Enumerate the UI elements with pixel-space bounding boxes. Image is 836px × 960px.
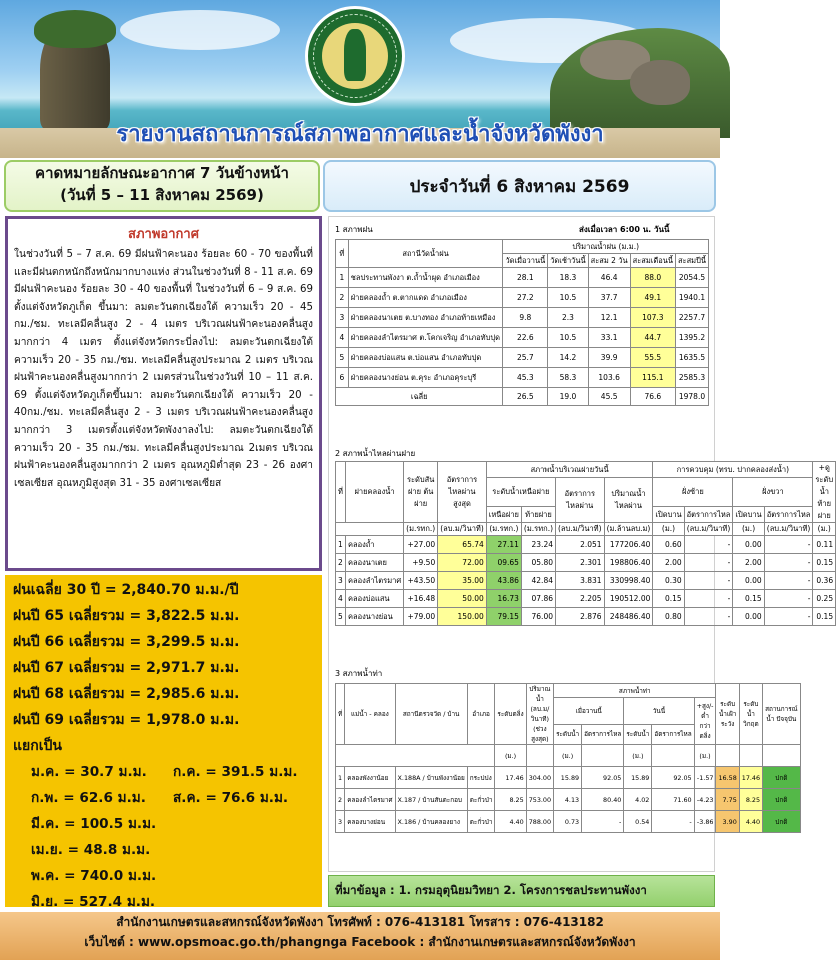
table-cell: - [764, 554, 813, 572]
th-unit: (ลบ.ม/วินาที) [438, 523, 487, 536]
th-remark: +ดูระดับน้ำท้ายฝาย [813, 462, 836, 523]
rain-month: พ.ค. = 740.0 ม.ม. [31, 868, 157, 884]
rain-year-66: ฝนปี 66 เฉลี่ยรวม = 3,299.5 ม.ม. [13, 634, 240, 650]
table-cell: 72.00 [438, 554, 487, 572]
forecast-dates: (วันที่ 5 – 11 สิงหาคม 2569) [60, 186, 264, 204]
table-cell: 788.00 [526, 811, 553, 833]
forecast-period-box [4, 160, 320, 212]
th-year: สะสมปีนี้ [675, 254, 708, 268]
table-cell: -1.57 [694, 767, 716, 789]
th-capacity: ปริมาณน้ำ (ลบ.ม/วินาที) (ช่วงสูงสุด) [526, 684, 553, 745]
table-cell: 0.15 [733, 590, 764, 608]
table-row [336, 811, 801, 833]
table-cell: 07.86 [521, 590, 555, 608]
th-unit: (ม.รทก.) [404, 523, 438, 536]
rain-month-row [13, 811, 314, 837]
th-state: สภาพน้ำท่า [554, 684, 716, 698]
table-cell: 45.3 [503, 368, 548, 388]
table-cell: +43.50 [404, 572, 438, 590]
table-cell: 58.3 [548, 368, 588, 388]
table-cell: ปกติ [763, 789, 801, 811]
th-unit-blank [652, 745, 694, 767]
th-unit: (ลบ.ม/วินาที) [764, 523, 813, 536]
th-diff: +สูง/-ต่ำกว่าตลิ่ง [694, 698, 716, 745]
th-unit: (ม.รทก.) [486, 523, 521, 536]
table-cell: 14.2 [548, 348, 588, 368]
th-bank-level: ระดับตลิ่ง [495, 684, 526, 745]
table-cell: 1940.1 [675, 288, 708, 308]
table-cell: คลองนาเตย [345, 554, 403, 572]
table-cell: 46.4 [588, 268, 630, 288]
table-cell: 0.30 [653, 572, 684, 590]
th-flow-right: อัตราการไหล [764, 507, 813, 523]
weather-description: ในช่วงวันที่ 5 – 7 ส.ค. 69 มีฝนฟ้าคะนอง ร้อยละ 60 - 70 ของพื้นที่ และมีฝนตกหนักถึงหนักมากบางแห่ง ส่วนในช่วงวันที่ 8 - 11 ส.ค. 69 มีฝนฟ้าคะนอง ร้อยละ 30 - 40 ของพื้นที่ ในช่วงวันที่ 6 – 9 ส.ค. 69 ตั้งแต่จังหวัดภูเก็ต ขึ้นมา: ลมตะวันตกเฉียงใต้ ความเร็ว 20 - 45 กม./ชม. ทะเลมีคลื่นสูง 2 - 4 เมตร บริเวณฝนฟ้าคะนองคลื่นสูงมากกว่า 4 เมตร ตั้งแต่จังหวัดกระบี่ลงไป: ลมตะวันตกเฉียงใต้ ความเร็ว 20 - 35 กม./ชม. ทะเลมีคลื่นสูงประมาณ 2 เมตร บริเวณฝนฟ้าคะนองคลื่นสูงมากกว่า 2 เมตรส่วนในช่วงวันที่ 10 – 11 ส.ค. 69 ตั้งแต่จังหวัดภูเก็ตขึ้นมา: ลมตะวันตกเฉียงใต้ ความเร็ว 20 - 40กม./ชม. ทะเลมีคลื่นสูง 2 - 3 เมตร บริเวณฝนฟ้าคะนองคลื่นสูงมากกว่า 3 เมตรตั้งแต่จังหวัดพังงาลงไป: ลมตะวันตกเฉียงใต้ ความเร็ว 20 - 35 กม./ชม. ทะเลมีคลื่นสูงประมาณ 2เมตร บริเวณฝนฟ้าคะนองคลื่นสูงมากกว่า 2 เมตร อุณหภูมิต่ำสุด 23 - 26 องศาเซลเซียส อุณหภูมิสูงสุด 31 - 35 องศาเซลเซียส [14, 249, 313, 489]
table-cell: - [684, 572, 733, 590]
table-cell: 7.75 [716, 789, 739, 811]
table-cell: 304.00 [526, 767, 553, 789]
table-cell: 50.00 [438, 590, 487, 608]
table-cell: 753.00 [526, 789, 553, 811]
table-cell: คลองลำไตรมาศ [345, 572, 403, 590]
th-rain-amount: ปริมาณน้ำฝน (ม.ม.) [503, 240, 709, 254]
th-unit: (ม.) [495, 745, 526, 767]
table-cell: 4 [336, 590, 346, 608]
table-cell: - [684, 554, 733, 572]
table-cell: 1635.5 [675, 348, 708, 368]
table-cell: 43.86 [486, 572, 521, 590]
table-row [336, 348, 709, 368]
avg-cell: 45.5 [588, 388, 630, 406]
footer [0, 912, 720, 960]
table-cell: 1 [336, 536, 346, 554]
table-cell: 92.05 [582, 767, 624, 789]
th-unit: (ม.) [813, 523, 836, 536]
table-row [336, 268, 709, 288]
th-unit-blank [763, 745, 801, 767]
th-level: ระดับน้ำ [554, 724, 582, 745]
th-district: อำเภอ [467, 684, 495, 745]
table-cell: ฝ่ายคลองบ่อแสน ต.บ่อแสน อำเภอทับปุด [348, 348, 503, 368]
table-cell: 2.205 [556, 590, 605, 608]
avg-cell: 26.5 [503, 388, 548, 406]
table-cell: 05.80 [521, 554, 555, 572]
rain-month: ส.ค. = 76.6 ม.ม. [173, 790, 289, 806]
table-row [336, 308, 709, 328]
table-cell: 2.301 [556, 554, 605, 572]
table-cell: 9.8 [503, 308, 548, 328]
table-cell: 3 [336, 308, 349, 328]
table-cell: X.186 / บ้านคลองยาง [395, 811, 467, 833]
th-today: วันนี้ [624, 698, 694, 725]
table-cell: 18.3 [548, 268, 588, 288]
table-cell: 27.2 [503, 288, 548, 308]
table-cell: 2585.3 [675, 368, 708, 388]
table-cell: 0.00 [733, 536, 764, 554]
rainfall-table [335, 239, 709, 406]
table1-label: 1 สภาพฝน [335, 225, 373, 234]
table-cell: 71.60 [652, 789, 694, 811]
weather-panel [5, 216, 322, 571]
rain-year-65: ฝนปี 65 เฉลี่ยรวม = 3,822.5 ม.ม. [13, 608, 240, 624]
th-weir: ฝายคลองน้ำ [345, 462, 403, 523]
table-row [336, 328, 709, 348]
table-cell: +16.48 [404, 590, 438, 608]
rain-year-67: ฝนปี 67 เฉลี่ยรวม = 2,971.7 ม.ม. [13, 660, 240, 676]
th-unit: (ม.) [694, 745, 716, 767]
table-row [336, 572, 836, 590]
table-cell: 2.3 [548, 308, 588, 328]
th-right: ฝั่งขวา [733, 478, 813, 507]
table-cell: - [764, 536, 813, 554]
table-cell: 3 [336, 811, 345, 833]
table-cell: คลองบางย่อน [345, 811, 395, 833]
table-cell: 198806.40 [604, 554, 653, 572]
report-date: ประจำวันที่ 6 สิงหาคม 2569 [409, 176, 630, 197]
rain-month-row [13, 863, 314, 889]
table-cell: กระบ่ปง [467, 767, 495, 789]
table-row [336, 767, 801, 789]
table-cell: 248486.40 [604, 608, 653, 626]
table-row-avg [336, 388, 709, 406]
th-unit-blank [336, 745, 495, 767]
table-cell: 0.73 [554, 811, 582, 833]
table-cell: X.187 / บ้านสันตะกอบ [395, 789, 467, 811]
table-cell: ฝ่ายคลองลำไตรมาศ ต.โคกเจริญ อำเภอทับปุด [348, 328, 503, 348]
table-cell: 1 [336, 268, 349, 288]
th-station: สถานีตรวจวัด / บ้าน [395, 684, 467, 745]
th-today-state: สภาพน้ำบริเวณฝายวันนี้ [486, 462, 653, 478]
th-flow-left: อัตราการไหล [684, 507, 733, 523]
th-max-flow: อัตราการไหลผ่านสูงสุด [438, 462, 487, 523]
th-unit: (ม.) [624, 745, 652, 767]
avg-cell: 19.0 [548, 388, 588, 406]
table-cell: คลองนางย่อน [345, 608, 403, 626]
table-cell: 92.05 [652, 767, 694, 789]
table-cell: 79.15 [486, 608, 521, 626]
table-cell: 44.7 [630, 328, 675, 348]
th-unit: (ม.) [554, 745, 582, 767]
table-cell: - [764, 608, 813, 626]
th-critical-level: ระดับน้ำวิกฤต [739, 684, 762, 745]
table-cell: 0.15 [813, 554, 836, 572]
table-cell: +27.00 [404, 536, 438, 554]
table-cell: 12.1 [588, 308, 630, 328]
th-rate: อัตราการไหลผ่าน [556, 478, 605, 523]
footer-contact: สำนักงานเกษตรและสหกรณ์จังหวัดพังงา โทรศัพท์ : 076-413181 โทรสาร : 076-413182 [116, 915, 604, 929]
table-cell: ฝ่ายคลองนางย่อน ต.คุระ อำเภอคุระบุรี [348, 368, 503, 388]
th-no: ที่ [336, 240, 349, 268]
th-crest: ระดับสันฝาย ต้นฝาย [404, 462, 438, 523]
table-cell: - [582, 811, 624, 833]
table-cell: - [684, 608, 733, 626]
th-no: ที่ [336, 684, 345, 745]
table-cell: 17.46 [739, 767, 762, 789]
table-cell: 80.40 [582, 789, 624, 811]
table-cell: 3.831 [556, 572, 605, 590]
table3-label: 3 สภาพน้ำท่า [335, 669, 383, 678]
table-cell: 55.5 [630, 348, 675, 368]
river-flow-table [335, 683, 801, 833]
table-row [336, 554, 836, 572]
table-cell: 103.6 [588, 368, 630, 388]
table-cell: 1395.2 [675, 328, 708, 348]
table-cell: +9.50 [404, 554, 438, 572]
water-tables-panel [328, 216, 834, 872]
th-flow: อัตราการไหล [652, 724, 694, 745]
table-cell: 4 [336, 328, 349, 348]
report-date-box [323, 160, 716, 212]
th-unit-blank [336, 523, 404, 536]
table-cell: คลองถ้ำ [345, 536, 403, 554]
table-cell: 2 [336, 554, 346, 572]
th-open-left: เปิดบาน [653, 507, 684, 523]
table-cell: ตะกั่วป่า [467, 811, 495, 833]
table-cell: 2 [336, 789, 345, 811]
table-cell: 16.73 [486, 590, 521, 608]
th-level: ระดับน้ำเหนือฝาย [486, 478, 555, 507]
table-cell: 8.25 [495, 789, 526, 811]
rain-month: มี.ค. = 100.5 ม.ม. [31, 816, 157, 832]
table1-time: ส่งเมื่อเวลา 6:00 น. วันนี้ [579, 225, 670, 234]
table-cell: ปกติ [763, 811, 801, 833]
th-today: วัดเช้าวันนี้ [548, 254, 588, 268]
rainfall-summary-panel [5, 575, 322, 910]
table-cell: 28.1 [503, 268, 548, 288]
rain-month: ม.ค. = 30.7 ม.ม. [31, 764, 147, 780]
table-cell: 6 [336, 368, 349, 388]
table-cell: คลองบ่อแสน [345, 590, 403, 608]
rain-year-68: ฝนปี 68 เฉลี่ยรวม = 2,985.6 ม.ม. [13, 686, 240, 702]
table-cell: 27.11 [486, 536, 521, 554]
table-cell: 4.02 [624, 789, 652, 811]
th-flow: อัตราการไหล [582, 724, 624, 745]
rain-year-69: ฝนปี 69 เฉลี่ยรวม = 1,978.0 ม.ม. [13, 712, 240, 728]
table-cell: 3 [336, 572, 346, 590]
table-cell: -3.86 [694, 811, 716, 833]
table-cell: 16.58 [716, 767, 739, 789]
th-gates: การควบคุม (ทรบ. ปากคลองส่งน้ำ) [653, 462, 813, 478]
table-cell: 2 [336, 288, 349, 308]
th-unit: (ม.รทก.) [521, 523, 555, 536]
table-row [336, 288, 709, 308]
table-cell: 4.40 [495, 811, 526, 833]
th-left: ฝั่งซ้าย [653, 478, 733, 507]
table-cell: 3.90 [716, 811, 739, 833]
table-cell: 2.051 [556, 536, 605, 554]
table-cell: 2.876 [556, 608, 605, 626]
th-unit: (ม.ล้านลบ.ม) [604, 523, 653, 536]
rain-month: ก.ค. = 391.5 ม.ม. [173, 764, 298, 780]
rain-month: เม.ย. = 48.8 ม.ม. [31, 842, 151, 858]
table-cell: 8.25 [739, 789, 762, 811]
table-cell: คลองพังงาน้อย [345, 767, 395, 789]
table-cell: 25.7 [503, 348, 548, 368]
limestone-rock-image [40, 20, 110, 130]
table-cell: 37.7 [588, 288, 630, 308]
table-cell: 0.00 [733, 608, 764, 626]
rain-avg-30y: ฝนเฉลี่ย 30 ปี = 2,840.70 ม.ม./ปี [13, 582, 239, 598]
table-cell: 1 [336, 767, 345, 789]
table-cell: 0.25 [813, 590, 836, 608]
table-cell: 107.3 [630, 308, 675, 328]
th-volume: ปริมาณน้ำไหลผ่าน [604, 478, 653, 523]
table-cell: คลองลำไตรมาศ [345, 789, 395, 811]
ministry-seal-logo [305, 6, 405, 106]
table-cell: 10.5 [548, 288, 588, 308]
table-cell: ฝ่ายคลองถ้ำ ต.ตากแดด อำเภอเมือง [348, 288, 503, 308]
table-cell: ตะกั่วป่า [467, 789, 495, 811]
rain-month: ก.พ. = 62.6 ม.ม. [31, 790, 146, 806]
th-unit: (ลบ.ม/วินาที) [556, 523, 605, 536]
table-cell: 33.1 [588, 328, 630, 348]
th-unit-blank [739, 745, 762, 767]
th-unit-blank [716, 745, 739, 767]
boulder-image [630, 60, 690, 105]
table-cell: - [684, 536, 733, 554]
weather-heading: สภาพอากาศ [128, 227, 199, 242]
table2-label: 2 สภาพน้ำไหลผ่านฝาย [335, 449, 416, 458]
table-cell: 0.54 [624, 811, 652, 833]
th-below: ท้ายฝาย [521, 507, 555, 523]
data-source: ที่มาข้อมูล : 1. กรมอุตุนิยมวิทยา 2. โครงการชลประทานพังงา [328, 875, 715, 907]
table-cell: ฝ่ายคลองนาเตย ต.บางทอง อำเภอท้ายเหมือง [348, 308, 503, 328]
th-level: ระดับน้ำ [624, 724, 652, 745]
avg-cell: 1978.0 [675, 388, 708, 406]
table-cell: 17.46 [495, 767, 526, 789]
table-cell: 4.13 [554, 789, 582, 811]
table-cell: 42.84 [521, 572, 555, 590]
th-above: เหนือฝาย [486, 507, 521, 523]
table-row [336, 590, 836, 608]
table-cell: - [652, 811, 694, 833]
table-cell: - [764, 572, 813, 590]
th-unit-blank [526, 745, 553, 767]
th-yesterday: วัดเมื่อวานนี้ [503, 254, 548, 268]
table-cell: 2054.5 [675, 268, 708, 288]
table-cell: -4.23 [694, 789, 716, 811]
table-cell: X.188A / บ้านพังงาน้อย [395, 767, 467, 789]
table-cell: 76.00 [521, 608, 555, 626]
rain-breakdown-label: แยกเป็น [13, 738, 62, 754]
table-cell: - [684, 590, 733, 608]
table-cell: 115.1 [630, 368, 675, 388]
table-row [336, 608, 836, 626]
table-cell: 15.89 [624, 767, 652, 789]
th-month: สะสมเดือนนี้ [630, 254, 675, 268]
table-cell: 15.89 [554, 767, 582, 789]
rain-month-row [13, 837, 314, 863]
table-cell: 10.5 [548, 328, 588, 348]
table-cell: 0.36 [813, 572, 836, 590]
table-cell: - [764, 590, 813, 608]
table-cell: 09.65 [486, 554, 521, 572]
table-cell: 330998.40 [604, 572, 653, 590]
table-row [336, 368, 709, 388]
table-cell: 4.40 [739, 811, 762, 833]
table-cell: 35.00 [438, 572, 487, 590]
th-unit: (ม.) [733, 523, 764, 536]
table-cell: 2257.7 [675, 308, 708, 328]
th-river: แม่น้ำ - คลอง [345, 684, 395, 745]
header-banner [0, 0, 720, 158]
rain-month-row [13, 759, 314, 785]
cloud [120, 10, 280, 50]
table-cell: 0.60 [653, 536, 684, 554]
th-station: สถานีวัดน้ำฝน [348, 240, 503, 268]
th-open-right: เปิดบาน [733, 507, 764, 523]
table-cell: 2.00 [733, 554, 764, 572]
forecast-heading: คาดหมายลักษณะอากาศ 7 วันข้างหน้า [35, 164, 289, 182]
table-cell: 49.1 [630, 288, 675, 308]
table-cell: 39.9 [588, 348, 630, 368]
th-2day: สะสม 2 วัน [588, 254, 630, 268]
weir-flow-table [335, 461, 836, 626]
rain-month-row [13, 785, 314, 811]
rain-month: มิ.ย. = 527.4 ม.ม. [31, 894, 156, 910]
table-cell: 5 [336, 608, 346, 626]
avg-cell: 76.6 [630, 388, 675, 406]
table-cell: 2.00 [653, 554, 684, 572]
th-unit: (ม.) [653, 523, 684, 536]
table-cell: 65.74 [438, 536, 487, 554]
th-unit: (ลบ.ม/วินาที) [684, 523, 733, 536]
table-cell: 5 [336, 348, 349, 368]
table-cell: ปกติ [763, 767, 801, 789]
table-cell: 22.6 [503, 328, 548, 348]
th-unit-blank [582, 745, 624, 767]
table-cell: 150.00 [438, 608, 487, 626]
table-cell: 88.0 [630, 268, 675, 288]
table-cell: 177206.40 [604, 536, 653, 554]
table-cell: 0.80 [653, 608, 684, 626]
table-row [336, 536, 836, 554]
th-no: ที่ [336, 462, 346, 523]
th-warning-level: ระดับน้ำเฝ้าระวัง [716, 684, 739, 745]
th-status: สถานการณ์น้ำ ปัจจุบัน [763, 684, 801, 745]
table-cell: 23.24 [521, 536, 555, 554]
report-title: รายงานสถานการณ์สภาพอากาศและน้ำจังหวัดพังงา [116, 122, 604, 147]
table-cell: +79.00 [404, 608, 438, 626]
table-cell: 190512.00 [604, 590, 653, 608]
table-row [336, 789, 801, 811]
table-cell: 0.15 [813, 608, 836, 626]
table-cell: 0.15 [653, 590, 684, 608]
footer-web: เว็บไซต์ : www.opsmoac.go.th/phangnga Facebook : สำนักงานเกษตรและสหกรณ์จังหวัดพังงา [84, 935, 636, 949]
table-cell: 0.11 [813, 536, 836, 554]
table-cell: 0.00 [733, 572, 764, 590]
th-yesterday: เมื่อวานนี้ [554, 698, 624, 725]
table-cell: ชลประทานพังงา ต.ถ้ำน้ำผุด อำเภอเมือง [348, 268, 503, 288]
avg-label: เฉลี่ย [336, 388, 503, 406]
